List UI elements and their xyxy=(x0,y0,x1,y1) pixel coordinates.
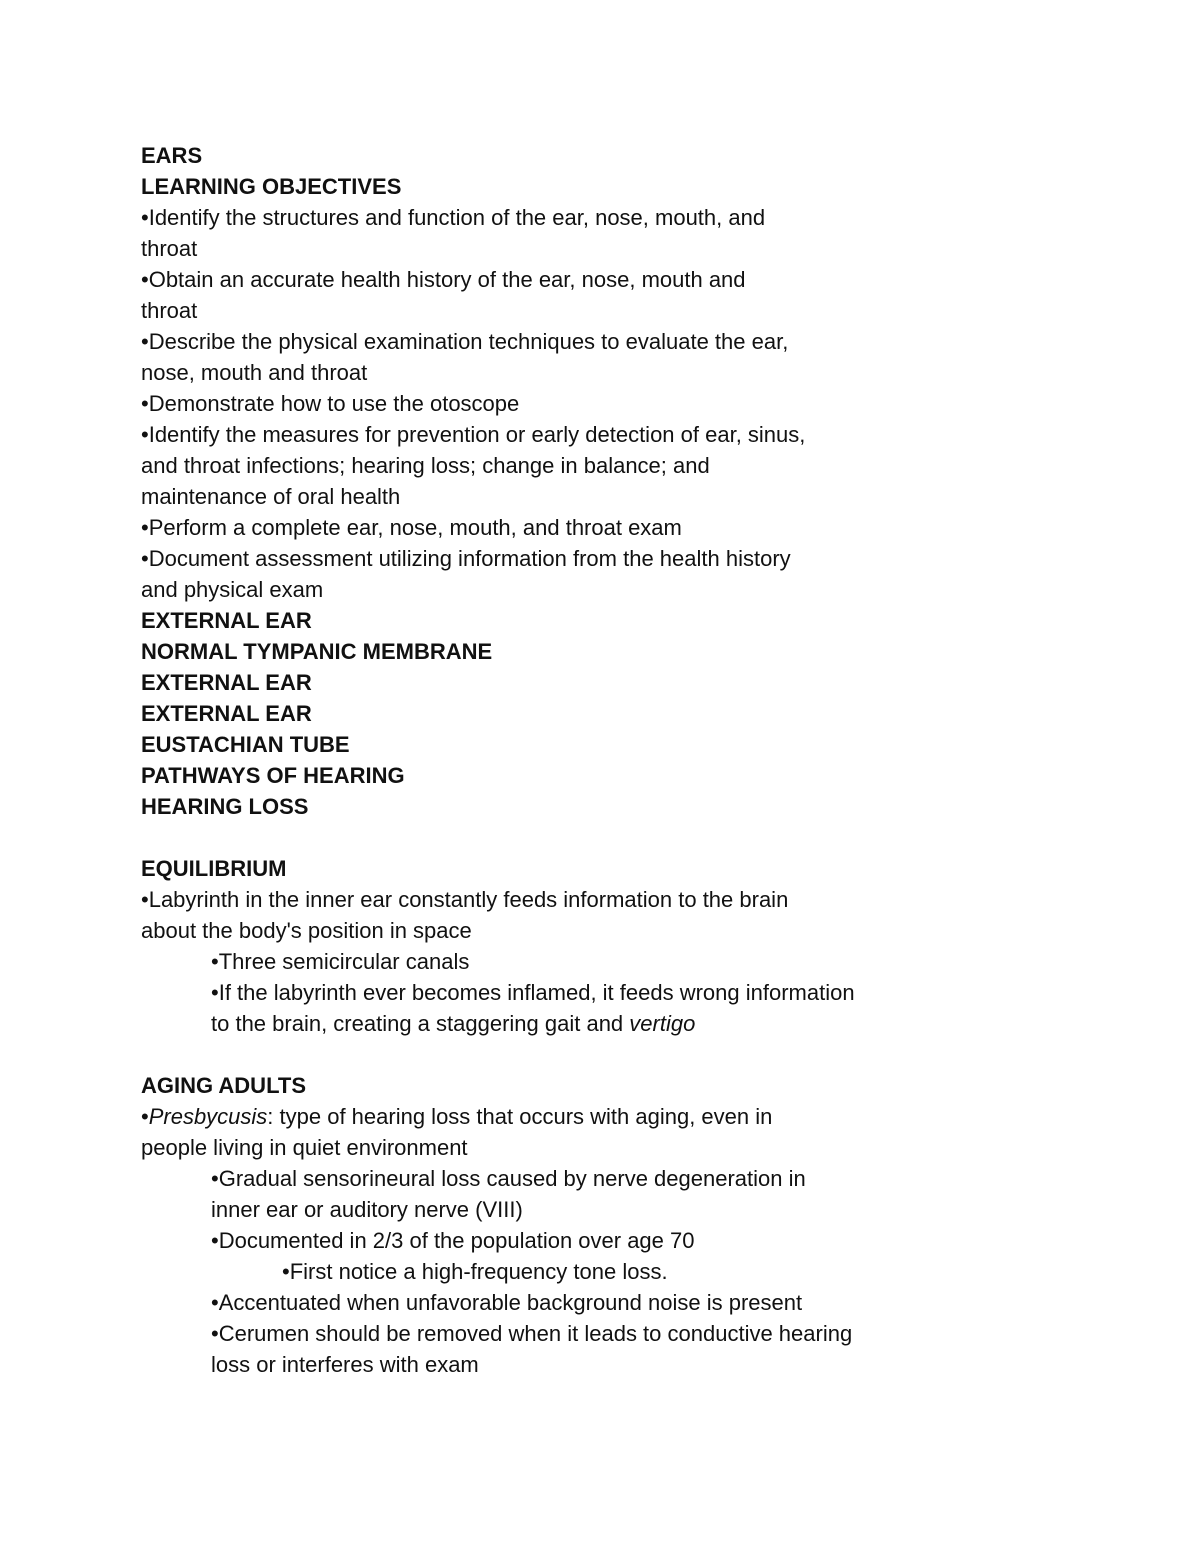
objective-line: •Describe the physical examination techniques to evaluate the ear, xyxy=(141,329,789,354)
aging-section xyxy=(141,1070,1141,1380)
section-heading: EXTERNAL EAR xyxy=(141,608,312,633)
presbycusis-definition: : type of hearing loss that occurs with aging, even in xyxy=(267,1104,773,1129)
equilibrium-section xyxy=(141,853,1141,1039)
section-heading: HEARING LOSS xyxy=(141,794,309,819)
aging-subline: loss or interferes with exam xyxy=(211,1352,479,1377)
equilibrium-heading: EQUILIBRIUM xyxy=(141,856,287,881)
aging-subline: •Gradual sensorineural loss caused by nerve degeneration in xyxy=(211,1166,806,1191)
aging-line xyxy=(141,1101,1141,1132)
vertigo-term: vertigo xyxy=(629,1011,696,1036)
aging-subsubline: •First notice a high-frequency tone loss. xyxy=(282,1259,668,1284)
aging-subline: •Cerumen should be removed when it leads to conductive hearing xyxy=(211,1321,853,1346)
aging-subline: •Documented in 2/3 of the population over age 70 xyxy=(211,1228,695,1253)
objective-line: throat xyxy=(141,298,198,323)
objective-line: throat xyxy=(141,236,198,261)
bullet: • xyxy=(141,1104,149,1129)
objective-line: •Identify the structures and function of the ear, nose, mouth, and xyxy=(141,205,766,230)
aging-heading: AGING ADULTS xyxy=(141,1073,306,1098)
equilibrium-subline: •Three semicircular canals xyxy=(211,949,470,974)
equilibrium-line: •Labyrinth in the inner ear constantly feeds information to the brain xyxy=(141,887,789,912)
equilibrium-line: about the body's position in space xyxy=(141,918,472,943)
objective-line: •Demonstrate how to use the otoscope xyxy=(141,391,520,416)
objective-line: maintenance of oral health xyxy=(141,484,401,509)
objectives-heading: LEARNING OBJECTIVES xyxy=(141,174,402,199)
objective-line: •Document assessment utilizing information from the health history xyxy=(141,546,791,571)
presbycusis-term: Presbycusis xyxy=(148,1104,268,1129)
aging-subline: inner ear or auditory nerve (VIII) xyxy=(211,1197,523,1222)
section-heading: EXTERNAL EAR xyxy=(141,701,312,726)
objective-line: and throat infections; hearing loss; change in balance; and xyxy=(141,453,710,478)
objective-line: nose, mouth and throat xyxy=(141,360,368,385)
objective-line: •Obtain an accurate health history of the ear, nose, mouth and xyxy=(141,267,746,292)
document-page xyxy=(141,140,1141,1380)
equilibrium-subline-text: to the brain, creating a staggering gait and xyxy=(211,1011,630,1036)
objective-line: •Identify the measures for prevention or early detection of ear, sinus, xyxy=(141,422,806,447)
aging-subline: •Accentuated when unfavorable background noise is present xyxy=(211,1290,803,1315)
aging-line: people living in quiet environment xyxy=(141,1135,468,1160)
equilibrium-subline xyxy=(141,1008,1141,1039)
section-heading: EUSTACHIAN TUBE xyxy=(141,732,350,757)
section-heading: NORMAL TYMPANIC MEMBRANE xyxy=(141,639,493,664)
objective-line: •Perform a complete ear, nose, mouth, and throat exam xyxy=(141,515,682,540)
spacer xyxy=(141,822,1141,853)
section-headings xyxy=(141,605,1141,822)
objectives-list xyxy=(141,202,1141,605)
section-heading: PATHWAYS OF HEARING xyxy=(141,763,405,788)
objective-line: and physical exam xyxy=(141,577,324,602)
section-heading: EXTERNAL EAR xyxy=(141,670,312,695)
document-title: EARS xyxy=(141,143,203,168)
spacer xyxy=(141,1039,1141,1070)
equilibrium-subline: •If the labyrinth ever becomes inflamed, it feeds wrong information xyxy=(211,980,855,1005)
